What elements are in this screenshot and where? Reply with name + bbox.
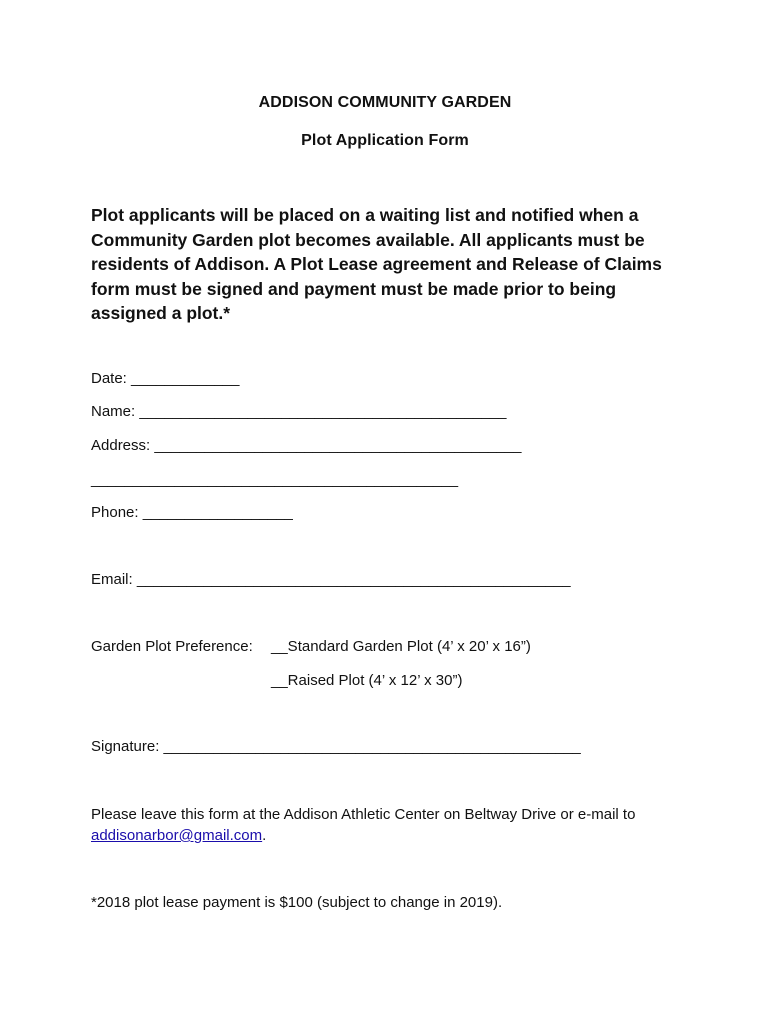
address-field[interactable]: Address: ____________________________________________: [91, 437, 522, 454]
raised-plot-option[interactable]: __Raised Plot (4’ x 12’ x 30”): [271, 672, 463, 689]
plot-preference-label: Garden Plot Preference:: [91, 638, 253, 655]
intro-line: form must be signed and payment must be made prior to being: [91, 278, 617, 299]
instructions-email-line: [91, 825, 691, 846]
phone-field[interactable]: Phone: __________________: [91, 504, 293, 521]
instructions-paragraph: [91, 804, 691, 846]
footnote: *2018 plot lease payment is $100 (subject to change in 2019).: [91, 894, 503, 911]
email-link[interactable]: addisonarbor@gmail.com: [91, 827, 263, 844]
intro-line: residents of Addison. A Plot Lease agreement and Release of Claims: [91, 254, 662, 274]
email-field[interactable]: Email: ____________________________________________________: [91, 571, 571, 588]
instructions-period: .: [262, 827, 267, 844]
intro-line: Plot applicants will be placed on a waiting list and notified when a: [91, 205, 639, 225]
intro-line: assigned a plot.*: [91, 303, 231, 323]
intro-line: Community Garden plot becomes available. All applicants must be: [91, 229, 645, 250]
form-title: Plot Application Form: [301, 132, 469, 149]
address-line2-field[interactable]: ____________________________________________: [91, 471, 459, 488]
standard-plot-option[interactable]: __Standard Garden Plot (4’ x 20’ x 16”): [271, 638, 531, 655]
intro-paragraph: [91, 203, 691, 326]
signature-field[interactable]: Signature: __________________________________________________: [91, 738, 581, 755]
name-field[interactable]: Name: ____________________________________________: [91, 403, 507, 420]
date-field[interactable]: Date: _____________: [91, 370, 240, 387]
instructions-text: Please leave this form at the Addison Athletic Center on Beltway Drive or e-mail to: [91, 806, 636, 823]
organization-title: ADDISON COMMUNITY GARDEN: [258, 94, 512, 111]
